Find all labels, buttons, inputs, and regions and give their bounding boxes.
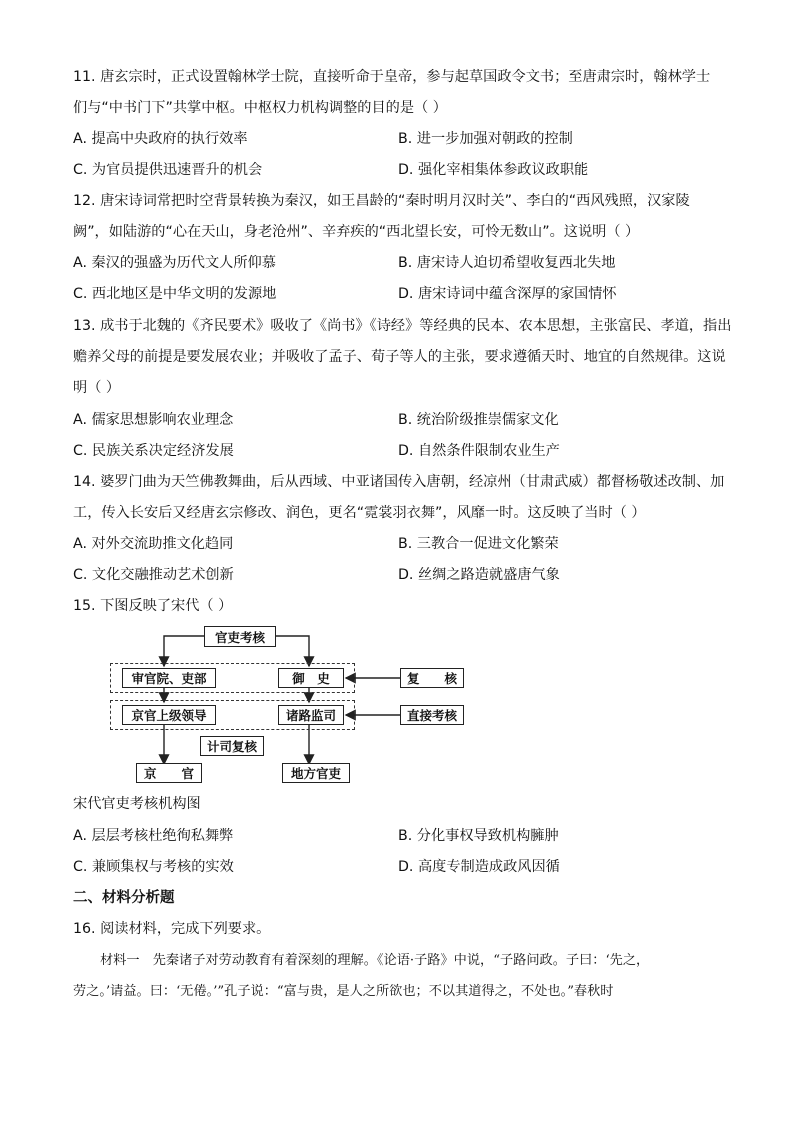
box-direct-assessment: 直接考核 xyxy=(400,705,464,725)
q12-option-b: B. 唐宋诗人迫切希望收复西北失地 xyxy=(398,255,616,271)
q11-option-d: D. 强化宰相集体参政议政职能 xyxy=(398,162,589,178)
q15-stem-line1: 15. 下图反映了宋代（ ） xyxy=(73,598,233,614)
q13-stem-line1: 13. 成书于北魏的《齐民要术》吸收了《尚书》《诗经》等经典的民本、农本思想，主张富民、孝道，指出 xyxy=(73,318,732,334)
q11-stem-line1: 11. 唐玄宗时，正式设置翰林学士院，直接听命于皇帝，参与起草国政令文书；至唐肃宗时，翰林学士 xyxy=(73,69,711,85)
q14-option-b: B. 三教合一促进文化繁荣 xyxy=(398,536,559,552)
q13-option-a: A. 儒家思想影响农业理念 xyxy=(73,412,234,428)
q14-stem-line2: 工，传入长安后又经唐玄宗修改、润色，更名“霓裳羽衣舞”，风靡一时。这反映了当时（ ） xyxy=(73,505,646,521)
q15-diagram-caption: 宋代官吏考核机构图 xyxy=(73,796,201,812)
q14-option-c: C. 文化交融推动艺术创新 xyxy=(73,567,234,583)
q15-option-d: D. 高度专制造成政风因循 xyxy=(398,859,560,875)
box-zhulu-jiansi: 诸路监司 xyxy=(278,705,344,725)
q12-option-c: C. 西北地区是中华文明的发源地 xyxy=(73,286,277,302)
box-shenguanyuan-libu: 审官院、吏部 xyxy=(122,668,216,688)
box-jisi-fuhe: 计司复核 xyxy=(200,736,264,756)
box-jingguan: 京 官 xyxy=(136,763,202,783)
box-fuhe: 复 核 xyxy=(400,668,464,688)
q14-option-a: A. 对外交流助推文化趋同 xyxy=(73,536,234,552)
box-yushi: 御 史 xyxy=(278,668,344,688)
q11-option-b: B. 进一步加强对朝政的控制 xyxy=(398,131,573,147)
q15-option-c: C. 兼顾集权与考核的实效 xyxy=(73,859,234,875)
q13-option-b: B. 统治阶级推崇儒家文化 xyxy=(398,412,559,428)
song-official-assessment-diagram xyxy=(100,620,480,788)
q16-stem: 16. 阅读材料，完成下列要求。 xyxy=(73,921,271,937)
section-2-heading: 二、材料分析题 xyxy=(73,890,175,906)
q14-stem-line1: 14. 婆罗门曲为天竺佛教舞曲，后从西域、中亚诸国传入唐朝，经凉州（甘肃武威）都督杨敬述改制、加 xyxy=(73,474,725,490)
q16-material1-line1: 材料一 先秦诸子对劳动教育有着深刻的理解。《论语·子路》中说，“子路问政。子曰：‘先之， xyxy=(100,953,650,968)
q16-material1-line2: 劳之。’请益。曰：‘无倦。’”孔子说：“富与贵，是人之所欲也；不以其道得之，不处也。”春秋时 xyxy=(73,984,614,999)
q12-stem-line1: 12. 唐宋诗词常把时空背景转换为秦汉，如王昌龄的“秦时明月汉时关”、李白的“西风残照，汉家陵 xyxy=(73,193,690,209)
q13-stem-line3: 明（ ） xyxy=(73,380,121,396)
q15-option-b: B. 分化事权导致机构臃肿 xyxy=(398,828,559,844)
q11-stem-line2: 们与“中书门下”共掌中枢。中枢权力机构调整的目的是（ ） xyxy=(73,100,447,116)
box-jingguan-superior: 京官上级领导 xyxy=(122,705,216,725)
q15-option-a: A. 层层考核杜绝徇私舞弊 xyxy=(73,828,234,844)
q13-option-c: C. 民族关系决定经济发展 xyxy=(73,443,234,459)
q12-option-d: D. 唐宋诗词中蕴含深厚的家国情怀 xyxy=(398,286,617,302)
q13-stem-line2: 赡养父母的前提是要发展农业；并吸收了孟子、荀子等人的主张，要求遵循天时、地宜的自然规律。这说 xyxy=(73,349,726,365)
q13-option-d: D. 自然条件限制农业生产 xyxy=(398,443,560,459)
q11-option-c: C. 为官员提供迅速晋升的机会 xyxy=(73,162,263,178)
q12-stem-line2: 阙”，如陆游的“心在天山，身老沧州”、辛弃疾的“西北望长安，可怜无数山”。这说明（ ） xyxy=(73,224,640,240)
q14-option-d: D. 丝绸之路造就盛唐气象 xyxy=(398,567,560,583)
box-local-officials: 地方官吏 xyxy=(282,763,350,783)
q12-option-a: A. 秦汉的强盛为历代文人所仰慕 xyxy=(73,255,276,271)
q11-option-a: A. 提高中央政府的执行效率 xyxy=(73,131,248,147)
box-official-assessment: 官吏考核 xyxy=(204,626,276,647)
